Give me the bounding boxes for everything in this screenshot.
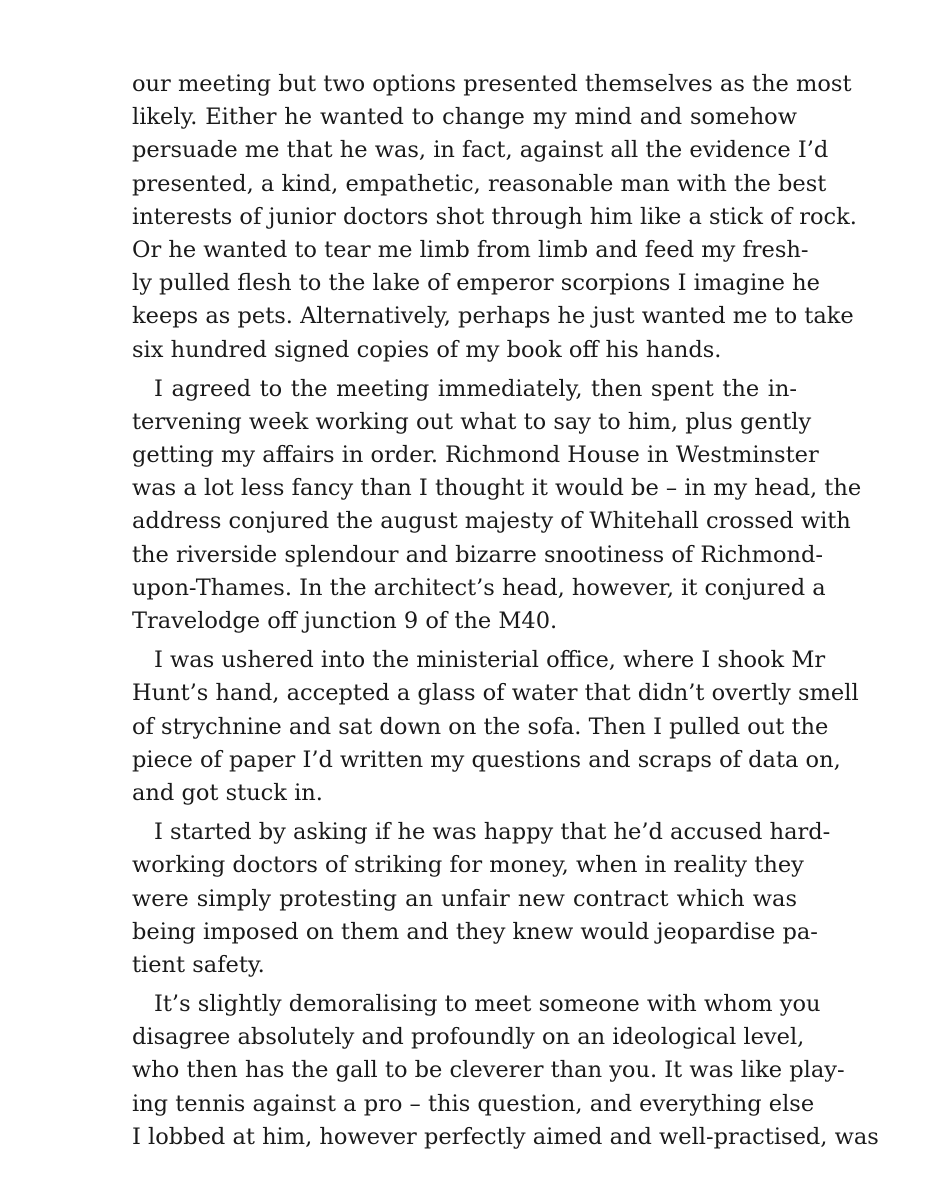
paragraph [132,373,862,639]
text-line: upon-Thames. In the architect’s head, however, it conjured a [132,574,826,601]
text-line: and got stuck in. [132,779,323,806]
text-line: were simply protesting an unfair new contract which was [132,885,797,912]
text-line: tient safety. [132,951,265,978]
text-line: Travelodge off junction 9 of the M40. [132,608,558,634]
text-line: interests of junior doctors shot through him like a stick of rock. [132,203,857,230]
paragraph [132,816,831,982]
text-line: I was ushered into the ministerial office, where I shook Mr [154,647,826,674]
text-line: address conjured the august majesty of Whitehall crossed with [132,508,851,535]
paragraph [132,68,857,367]
text-line: I started by asking if he was happy that he’d accused hard- [154,819,831,846]
text-line: the riverside splendour and bizarre snootiness of Richmond- [132,541,824,568]
paragraph [132,644,859,810]
text-line: Or he wanted to tear me limb from limb and feed my fresh- [132,236,809,263]
book-page [132,68,879,1160]
paragraph [132,988,879,1154]
text-line: being imposed on them and they knew would jeopardise pa- [132,918,818,945]
text-line: ly pulled flesh to the lake of emperor scorpions I imagine he [132,270,820,297]
text-line: tervening week working out what to say to him, plus gently [132,408,812,435]
text-line: Hunt’s hand, accepted a glass of water that didn’t overtly smell [132,680,859,707]
text-line: It’s slightly demoralising to meet someone with whom you [154,991,821,1018]
text-line: likely. Either he wanted to change my mind and somehow [132,104,797,131]
text-line: I agreed to the meeting immediately, then spent the in- [154,375,797,402]
text-line: who then has the gall to be cleverer than you. It was like play- [132,1057,845,1084]
text-line: our meeting but two options presented themselves as the most [132,71,852,97]
text-line: of strychnine and sat down on the sofa. Then I pulled out the [132,713,829,740]
text-line: was a lot less fancy than I thought it would be – in my head, the [132,475,862,502]
text-line: working doctors of striking for money, when in reality they [132,852,804,879]
text-line: six hundred signed copies of my book off his hands. [132,336,722,363]
text-line: piece of paper I’d written my questions and scraps of data on, [132,746,841,773]
text-line: keeps as pets. Alternatively, perhaps he just wanted me to take [132,303,854,330]
text-line: I lobbed at him, however perfectly aimed and well-practised, was [132,1123,879,1150]
text-line: getting my affairs in order. Richmond House in Westminster [132,442,819,469]
text-line: ing tennis against a pro – this question, and everything else [132,1090,815,1117]
text-line: persuade me that he was, in fact, against all the evidence I’d [132,137,829,164]
text-line: presented, a kind, empathetic, reasonable man with the best [132,170,827,197]
text-line: disagree absolutely and profoundly on an ideological level, [132,1024,805,1051]
